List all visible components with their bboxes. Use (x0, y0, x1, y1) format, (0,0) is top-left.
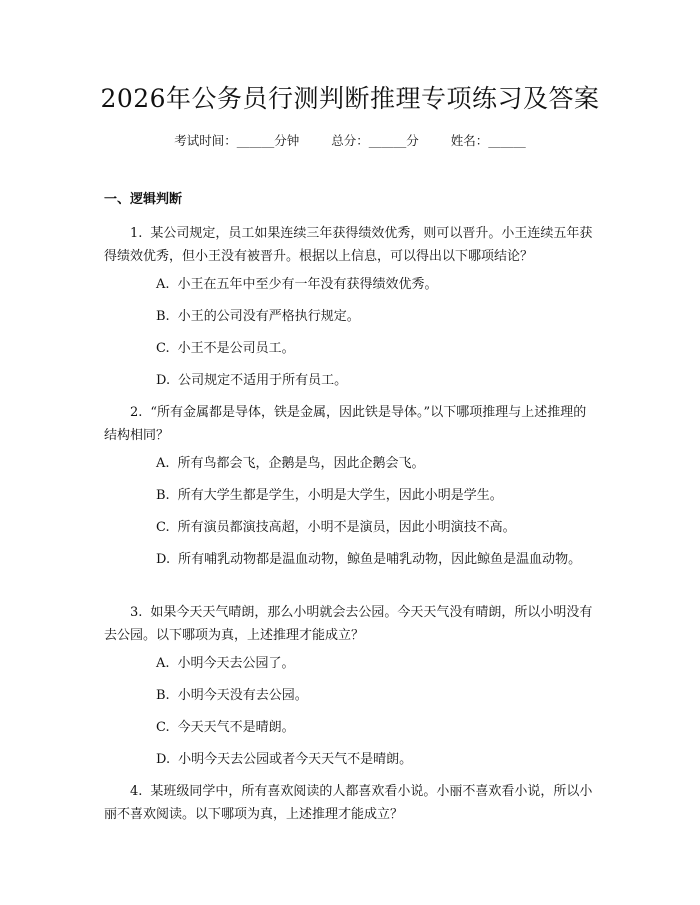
option-text: 小王不是公司员工。 (177, 341, 295, 356)
option-letter: A. (156, 277, 170, 292)
question-3-option-c (104, 716, 598, 739)
question-1-option-c (104, 337, 598, 360)
question-text: “所有金属都是导体，铁是金属，因此铁是导体。”以下哪项推理与上述推理的结构相同？ (104, 405, 587, 443)
exam-info-line (0, 131, 700, 151)
option-letter: B. (156, 309, 170, 324)
student-name (451, 133, 526, 148)
option-letter: A. (156, 456, 170, 471)
question-number: 3. (130, 605, 143, 620)
option-text: 所有演员都演技高超，小明不是演员，因此小明演技不高。 (177, 520, 516, 535)
question-1-option-a (104, 273, 598, 296)
total-score-label: 总分： (331, 133, 369, 148)
section-title: 一、逻辑判断 (104, 192, 183, 207)
option-text: 今天天气不是晴朗。 (177, 720, 295, 735)
exam-time-unit: 分钟 (274, 133, 300, 148)
question-text: 某公司规定，员工如果连续三年获得绩效优秀，则可以晋升。小王连续五年获得绩效优秀，但小王没有被晋升。根据以上信息，可以得出以下哪项结论？ (104, 226, 593, 264)
question-2-option-a (104, 452, 598, 475)
option-letter: B. (156, 488, 170, 503)
question-2-option-b (104, 484, 598, 507)
option-letter: C. (156, 720, 170, 735)
question-2-option-c (104, 516, 598, 539)
total-score-unit: 分 (406, 133, 419, 148)
student-name-label: 姓名： (450, 133, 489, 148)
question-2 (104, 401, 598, 447)
option-letter: B. (156, 688, 170, 703)
question-text: 某班级同学中，所有喜欢阅读的人都喜欢看小说。小丽不喜欢看小说，所以小丽不喜欢阅读。以下哪项为真，上述推理才能成立？ (104, 784, 593, 822)
option-text: 小明今天去公园了。 (177, 656, 295, 671)
question-number: 1. (130, 226, 143, 241)
question-4 (104, 780, 598, 826)
option-letter: C. (156, 341, 170, 356)
option-letter: D. (156, 752, 171, 767)
question-number: 4. (130, 784, 143, 799)
question-3 (104, 601, 598, 647)
question-1-option-b (104, 305, 598, 328)
question-number: 2. (130, 405, 143, 420)
option-text: 小明今天没有去公园。 (177, 688, 308, 703)
total-score (331, 133, 419, 148)
option-text: 公司规定不适用于所有员工。 (178, 373, 348, 388)
option-letter: D. (156, 373, 171, 388)
total-score-blank: ______ (368, 133, 407, 148)
question-3-option-b (104, 684, 598, 707)
option-letter: D. (156, 552, 171, 567)
question-1-option-d (104, 369, 598, 392)
option-letter: A. (156, 656, 170, 671)
option-text: 小明今天去公园或者今天天气不是晴朗。 (178, 752, 413, 767)
student-name-blank: ______ (488, 133, 526, 148)
option-text: 小王在五年中至少有一年没有获得绩效优秀。 (177, 277, 438, 292)
exam-time (174, 133, 299, 148)
document-title: 2026年公务员行测判断推理专项练习及答案 (100, 84, 600, 113)
option-letter: C. (156, 520, 170, 535)
question-3-option-d (104, 748, 598, 771)
question-3-option-a (104, 652, 598, 675)
exam-time-label: 考试时间： (174, 133, 237, 148)
exam-time-blank: ______ (236, 133, 275, 148)
question-text: 如果今天天气晴朗，那么小明就会去公园。今天天气没有晴朗，所以小明没有去公园。以下哪项为真，上述推理才能成立？ (104, 605, 593, 643)
option-text: 所有鸟都会飞，企鹅是鸟，因此企鹅会飞。 (177, 456, 425, 471)
option-text: 所有哺乳动物都是温血动物，鲸鱼是哺乳动物，因此鲸鱼是温血动物。 (178, 552, 582, 567)
question-2-option-d (104, 548, 598, 571)
question-1 (104, 222, 598, 268)
option-text: 小王的公司没有严格执行规定。 (177, 309, 360, 324)
option-text: 所有大学生都是学生，小明是大学生，因此小明是学生。 (177, 488, 503, 503)
